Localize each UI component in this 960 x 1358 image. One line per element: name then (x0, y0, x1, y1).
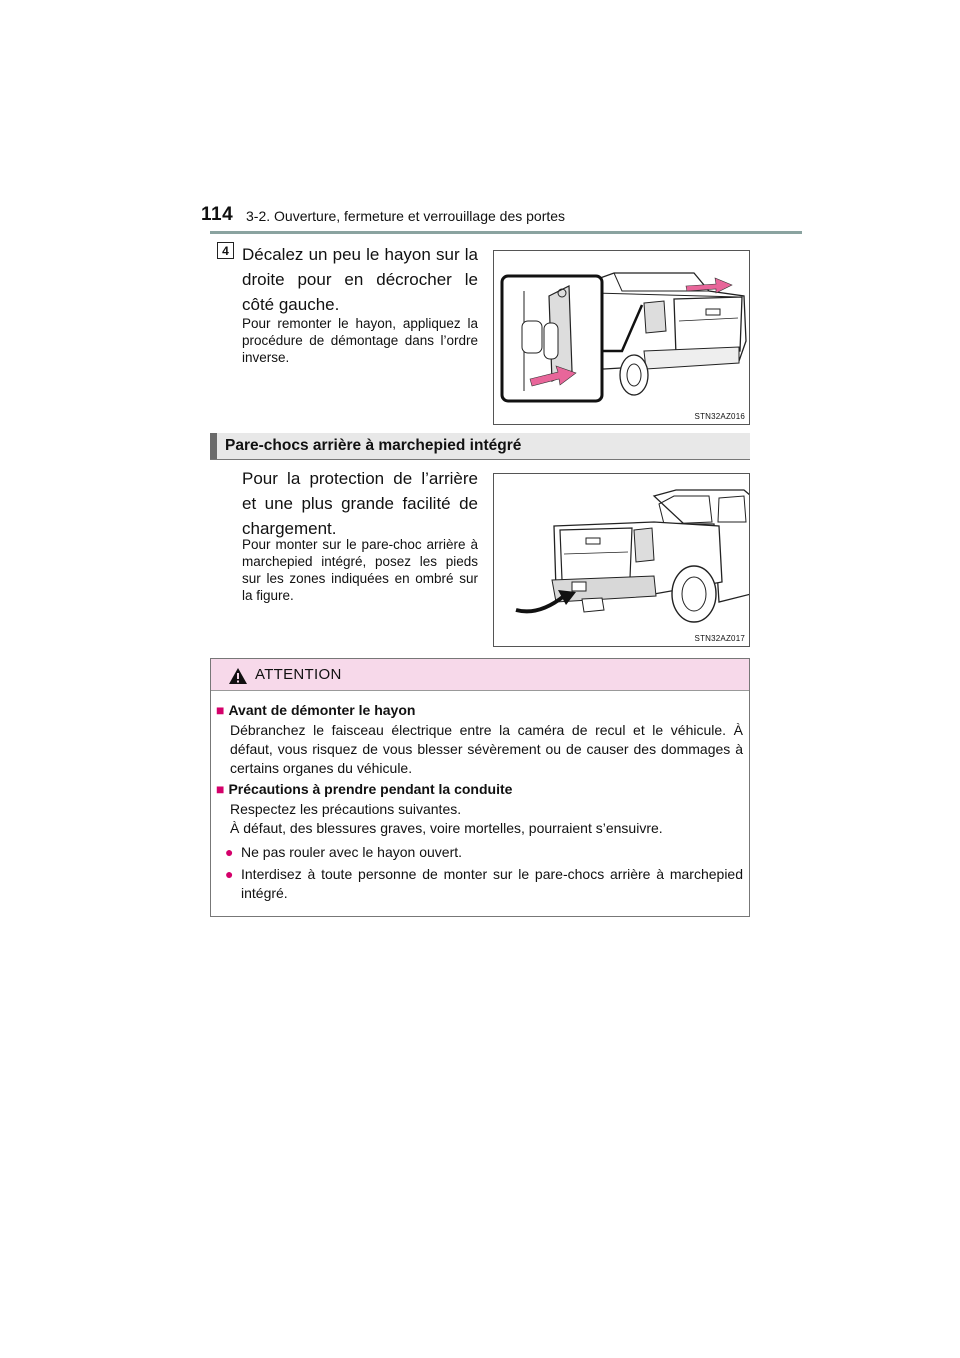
warning-title: ATTENTION (255, 666, 342, 683)
step-instruction: Décalez un peu le hayon sur la droite pour en décrocher le côté gauche. (242, 245, 478, 314)
tailgate-illustration (494, 251, 750, 425)
warning-item-heading: ■ Avant de démonter le hayon (216, 702, 416, 718)
circle-bullet-icon: ● (225, 866, 234, 882)
figure-code: STN32AZ016 (694, 412, 745, 421)
bumper-illustration (494, 474, 750, 647)
section-title: Pare-chocs arrière à marchepied intégré (225, 437, 522, 454)
section-description: Pour la protection de l’arrière et une plus grande facilité de chargement. (242, 469, 478, 538)
warning-box (210, 658, 750, 917)
warning-item-body: Respectez les précautions suivantes. (230, 801, 462, 817)
step-note: Pour remonter le hayon, appliquez la procédure de démontage dans l’ordre inverse. (242, 316, 478, 365)
header-divider (210, 231, 802, 234)
warning-bullet: ● Interdisez à toute personne de monter sur le pare-chocs arrière à marchepied intégré. (225, 866, 743, 901)
section-divider (210, 459, 750, 460)
step-number-badge: 4 (217, 242, 234, 259)
warning-item-heading: ■ Précautions à prendre pendant la conduite (216, 781, 513, 797)
section-heading-bar (210, 433, 750, 459)
square-bullet-icon: ■ (216, 781, 225, 797)
warning-item-body: Débranchez le faisceau électrique entre la caméra de recul et le véhicule. À défaut, vous risquez de vous blesser sévèrement ou de causer des dommages à certains organes du véhicule. (230, 722, 743, 776)
page-number: 114 (201, 204, 234, 225)
circle-bullet-icon: ● (225, 844, 234, 860)
square-bullet-icon: ■ (216, 702, 225, 718)
warning-header (211, 659, 749, 691)
warning-item-body: À défaut, des blessures graves, voire mortelles, pourraient s’ensuivre. (230, 820, 663, 836)
warning-bullet: ● Ne pas rouler avec le hayon ouvert. (225, 844, 463, 860)
section-note: Pour monter sur le pare-choc arrière à marchepied intégré, posez les pieds sur les zones indiquées en ombré sur la figure. (242, 537, 478, 603)
step-bumper-figure (493, 473, 750, 647)
chapter-title: 3-2. Ouverture, fermeture et verrouillage des portes (246, 208, 566, 224)
warning-triangle-icon (228, 667, 248, 685)
tailgate-removal-figure (493, 250, 750, 425)
figure-code: STN32AZ017 (694, 634, 745, 643)
section-accent (210, 433, 217, 459)
